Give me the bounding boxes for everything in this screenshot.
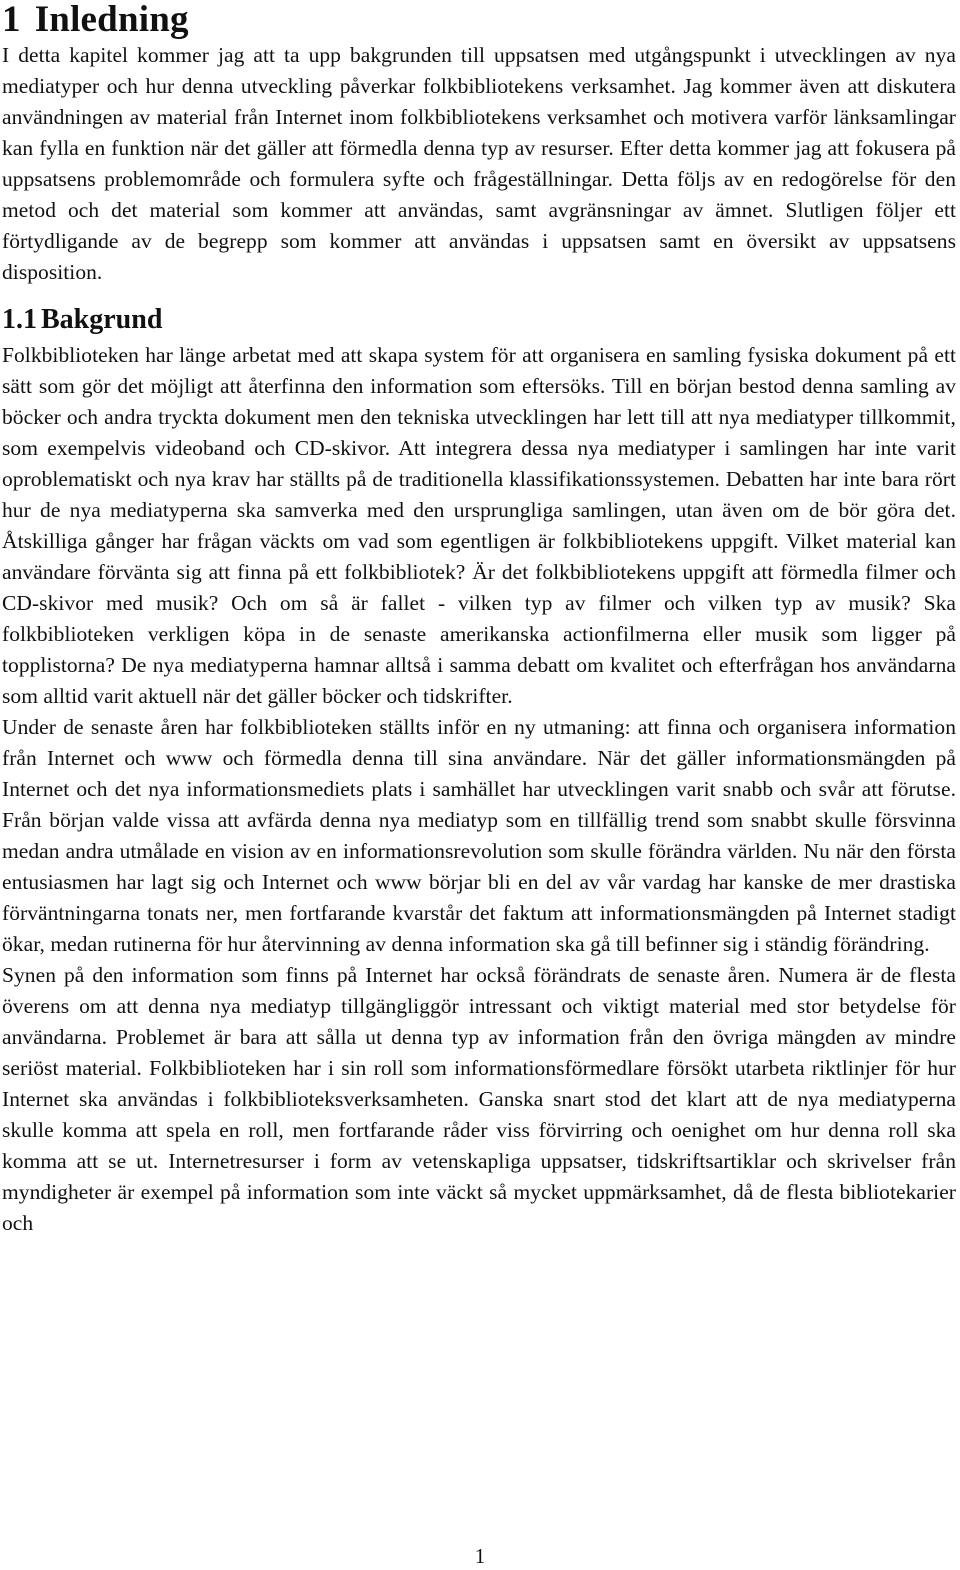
page-number: 1 <box>474 1544 486 1568</box>
section-paragraph-1: Folkbiblioteken har länge arbetat med att skapa system för att organisera en samling fysiska dokument på ett sätt som gör det möjligt att återfinna den information som eftersöks. Till en början bestod denna samling av böcker och andra tryckta dokument men den tekniska utvecklingen har lett till att nya mediatyper tillkommit, som exempelvis videoband och CD-skivor. Att integrera dessa nya mediatyper i samlingen har inte varit oproblematiskt och nya krav har ställts på de traditionella klassifikationssystemen. Debatten har inte bara rört hur de nya mediatyperna ska samverka med den ursprungliga samlingen, utan även om de bör göra det. Åtskilliga gånger har frågan väckts om vad som egentligen är folkbibliotekens uppgift. Vilket material kan användare förvänta sig att finna på ett folkbibliotek? Är det folkbibliotekens uppgift att förmedla filmer och CD-skivor med musik? Och om så är fallet - vilken typ av filmer och vilken typ av musik? Ska folkbiblioteken verkligen köpa in de senaste amerikanska actionfilmerna eller musik som ligger på topplistorna? De nya mediatyperna hamnar alltså i samma debatt om kvalitet och efterfrågan hos användarna som alltid varit aktuell när det gäller böcker och tidskrifter. <box>2 343 956 708</box>
section-paragraph-3: Synen på den information som finns på Internet har också förändrats de senaste åren. Numera är de flesta överens om att denna nya mediatyp tillgängliggör intressant och viktigt material med stor betydelse för användarna. Problemet är bara att sålla ut denna typ av information från den övriga mängden av mindre seriöst material. Folkbiblioteken har i sin roll som informationsförmedlare försökt utarbeta riktlinjer för hur Internet ska användas i folkbiblioteksverksamheten. Ganska snart stod det klart att de nya mediatyperna skulle komma att spela en roll, men fortfarande råder viss förvirring och oenighet om hur denna roll ska komma att se ut. Internetresurser i form av vetenskapliga uppsatser, tidskriftsartiklar och skrivelser från myndigheter är exempel på information som inte väckt så mycket uppmärksamhet, då de flesta bibliotekarier och <box>2 963 956 1235</box>
chapter-title: Inledning <box>34 0 189 40</box>
chapter-number: 1 <box>2 0 21 40</box>
chapter-heading <box>2 0 956 40</box>
section-number: 1.1 <box>2 304 37 335</box>
intro-paragraph: I detta kapitel kommer jag att ta upp bakgrunden till uppsatsen med utgångspunkt i utvecklingen av nya mediatyper och hur denna utveckling påverkar folkbibliotekens verksamhet. Jag kommer även att diskutera användningen av material från Internet inom folkbibliotekens verksamhet och motivera varför länksamlingar kan fylla en funktion när det gäller att förmedla denna typ av resurser. Efter detta kommer jag att fokusera på uppsatsens problemområde och formulera syfte och frågeställningar. Detta följs av en redogörelse för den metod och det material som kommer att användas, samt avgränsningar av ämnet. Slutligen följer ett förtydligande av de begrepp som kommer att användas i uppsatsen samt en översikt av uppsatsens disposition. <box>2 43 956 284</box>
section-heading <box>2 300 956 340</box>
section-title: Bakgrund <box>41 304 163 335</box>
section-paragraph-2: Under de senaste åren har folkbiblioteken ställts inför en ny utmaning: att finna och organisera information från Internet och www och förmedla denna till sina användare. När det gäller informationsmängden på Internet och det nya informationsmediets plats i samhället har utvecklingen varit snabb och svår att förutse. Från början valde vissa att avfärda denna nya mediatyp som en tillfällig trend som snabbt skulle försvinna medan andra utmålade en vision av en informationsrevolution som skulle förändra världen. Nu när den första entusiasmen har lagt sig och Internet och www börjar bli en del av vår vardag har kanske de mer drastiska förväntningarna tonats ner, men fortfarande kvarstår det faktum att informationsmängden på Internet stadigt ökar, medan rutinerna för hur återvinning av denna information ska gå till befinner sig i ständig förändring. <box>2 715 956 956</box>
